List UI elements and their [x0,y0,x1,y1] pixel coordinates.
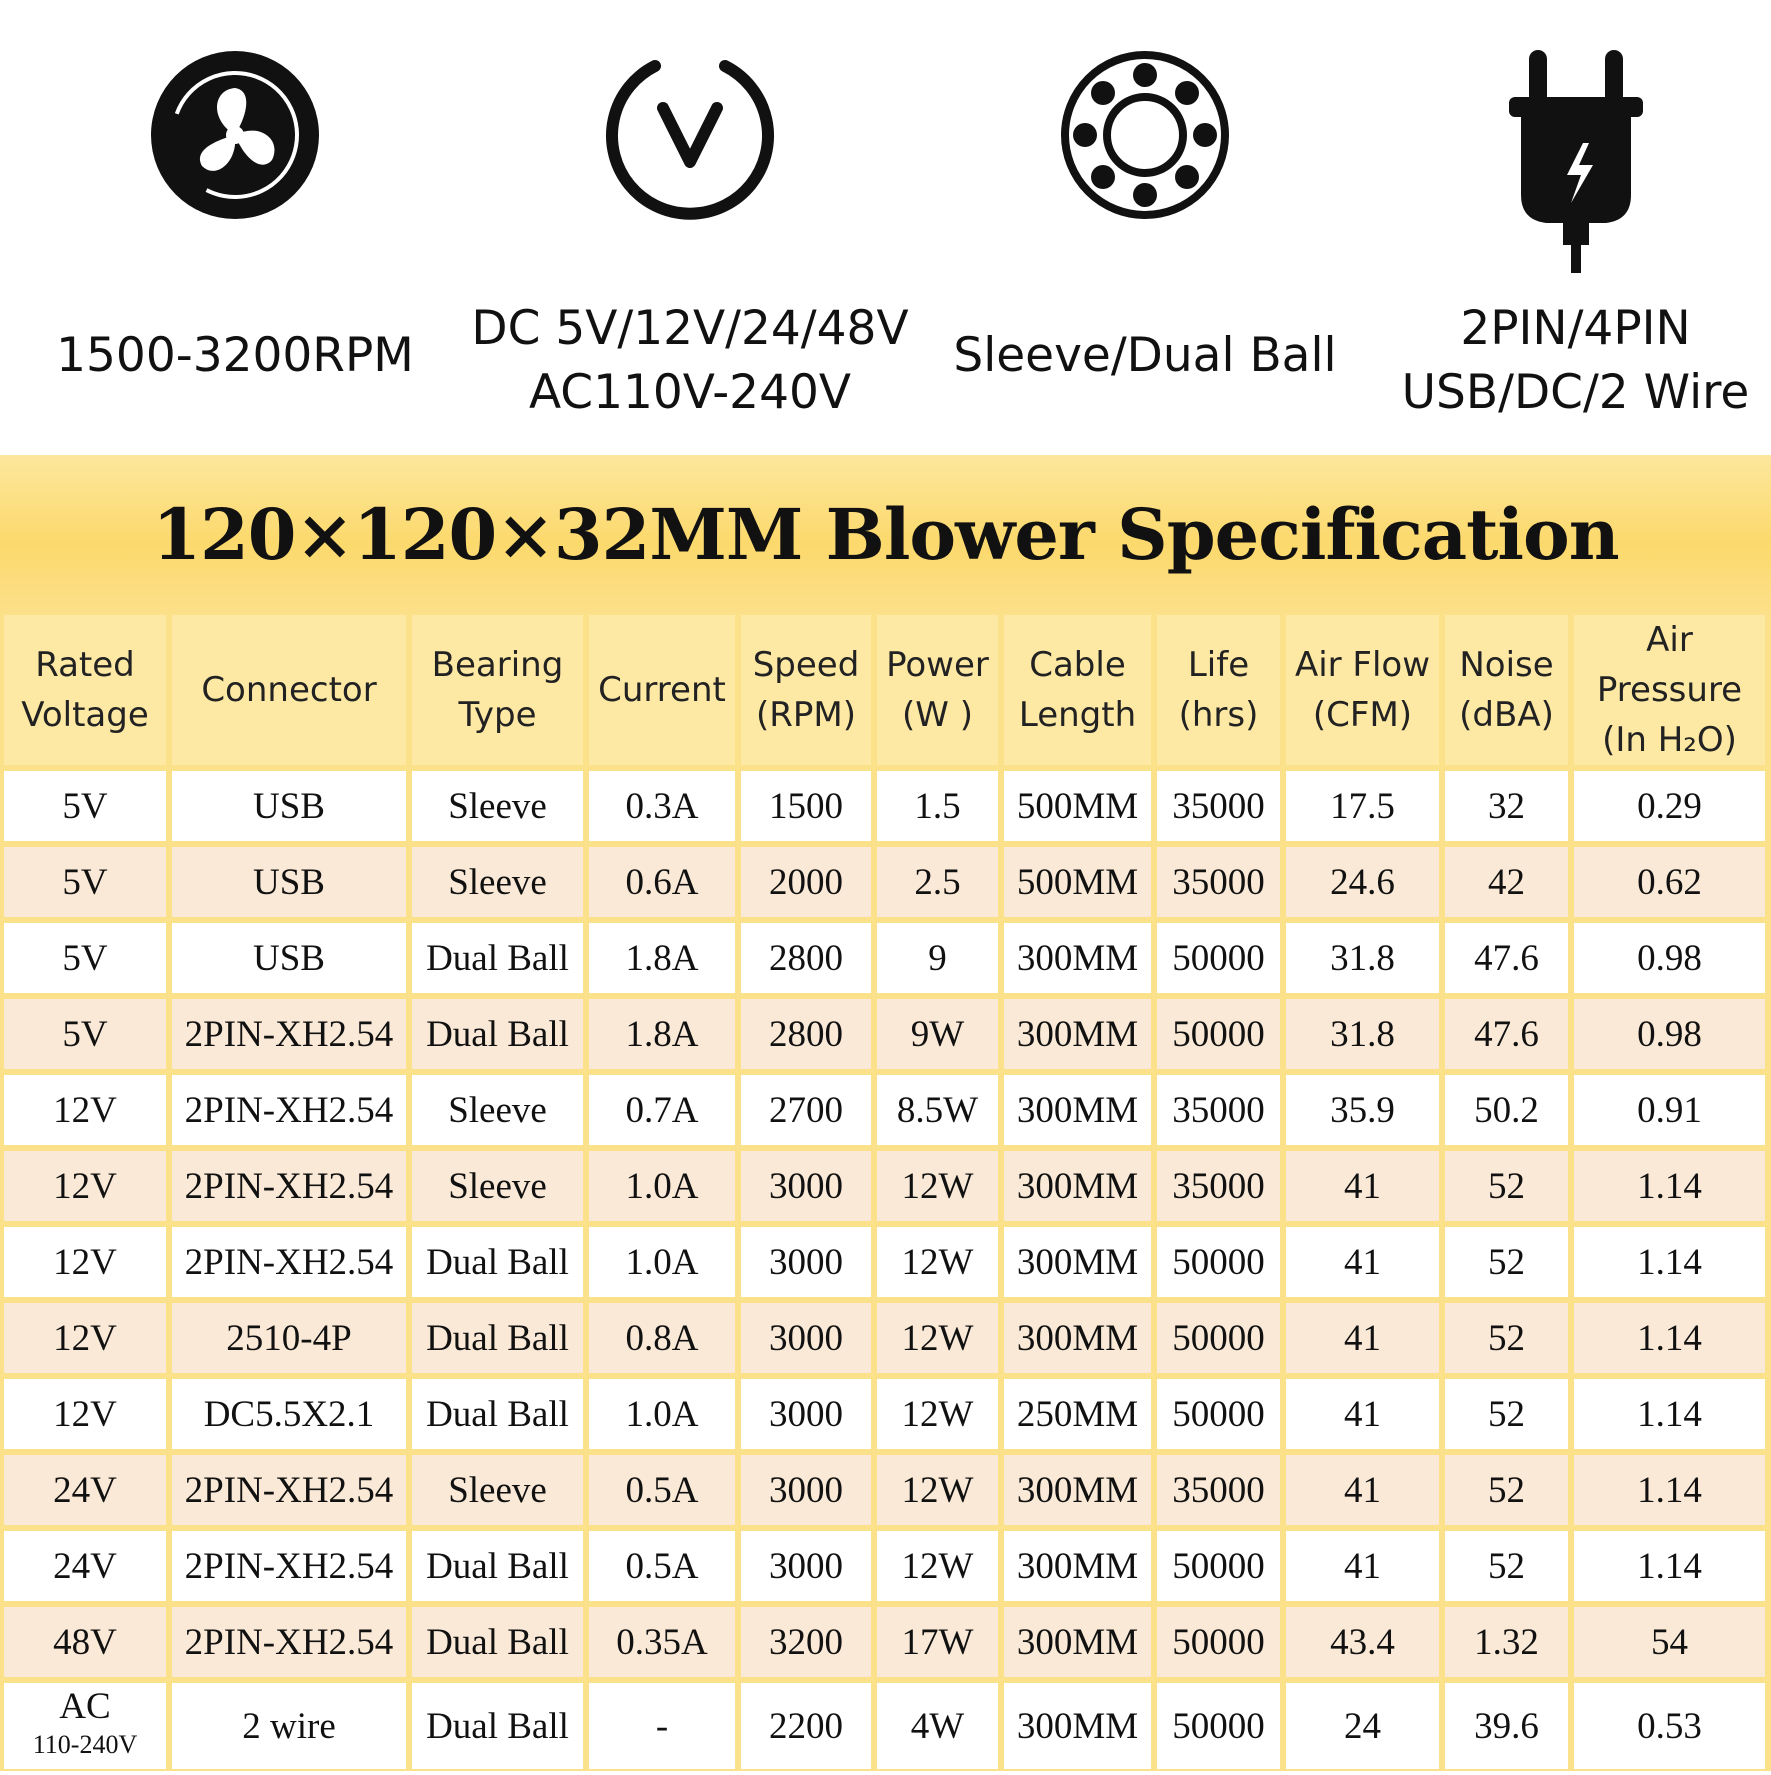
table-cell: USB [172,847,406,917]
table-cell: 31.8 [1286,923,1439,993]
table-row [4,1531,1765,1601]
table-cell: 2000 [741,847,871,917]
column-header [412,615,583,765]
table-cell: Dual Ball [412,1683,583,1769]
table-row [4,1455,1765,1525]
table-cell: 2PIN-XH2.54 [172,1151,406,1221]
bearing-icon [1060,50,1230,220]
table-cell: 2PIN-XH2.54 [172,1227,406,1297]
column-header-line: (In H₂O) [1602,720,1737,760]
table-cell: 41 [1286,1303,1439,1373]
table-row [4,1607,1765,1677]
table-row [4,999,1765,1069]
table-cell: 12V [4,1227,166,1297]
table-cell: 52 [1445,1227,1568,1297]
table-cell: 12W [877,1455,998,1525]
column-header [589,615,735,765]
table-row [4,923,1765,993]
table-cell: - [589,1683,735,1769]
column-header-line: Air Pressure [1596,620,1743,710]
table-cell: 35000 [1157,771,1280,841]
table-cell: 2 wire [172,1683,406,1769]
table-cell: 0.35A [589,1607,735,1677]
table-cell: 300MM [1004,1075,1151,1145]
table-cell: 42 [1445,847,1568,917]
table-cell: 35000 [1157,1455,1280,1525]
table-cell: Dual Ball [412,1531,583,1601]
table-cell: 1.14 [1574,1227,1765,1297]
table-cell: Dual Ball [412,1227,583,1297]
table-cell: 8.5W [877,1075,998,1145]
table-cell: 0.98 [1574,923,1765,993]
table-cell: 12V [4,1151,166,1221]
table-cell: 12V [4,1379,166,1449]
table-cell: 12W [877,1531,998,1601]
table-cell: Dual Ball [412,923,583,993]
column-header-line: Current [598,670,726,710]
table-cell: 52 [1445,1151,1568,1221]
table-cell: 2200 [741,1683,871,1769]
table-cell: 0.8A [589,1303,735,1373]
table-cell: 50000 [1157,923,1280,993]
table-cell: 1.0A [589,1379,735,1449]
table-cell: 12W [877,1151,998,1221]
table-cell: 12W [877,1379,998,1449]
table-cell: 41 [1286,1151,1439,1221]
column-header-line: Length [1018,695,1137,735]
table-cell: 5V [4,847,166,917]
table-cell: 4W [877,1683,998,1769]
feature-connector [1380,0,1771,455]
table-cell: 39.6 [1445,1683,1568,1769]
table-cell: 300MM [1004,1455,1151,1525]
column-header-line: Voltage [21,695,149,735]
table-cell: 300MM [1004,1151,1151,1221]
column-header [1445,615,1568,765]
table-cell: 35000 [1157,1075,1280,1145]
table-cell: 1.14 [1574,1531,1765,1601]
table-cell: USB [172,771,406,841]
table-cell: 31.8 [1286,999,1439,1069]
table-cell: 2PIN-XH2.54 [172,1455,406,1525]
feature-voltage-label-1: DC 5V/12V/24/48V [471,301,909,356]
table-cell: 9 [877,923,998,993]
table-cell: 12V [4,1075,166,1145]
column-header [877,615,998,765]
column-header-line: (CFM) [1312,695,1413,735]
column-header [4,615,166,765]
table-cell: 2.5 [877,847,998,917]
table-cell: 0.91 [1574,1075,1765,1145]
table-cell: 0.3A [589,771,735,841]
spec-card [0,455,1771,1771]
table-cell: 5V [4,999,166,1069]
column-header [1286,615,1439,765]
table-row [4,847,1765,917]
column-header [741,615,871,765]
column-header-line: Life [1187,645,1250,685]
column-header-line: Rated [35,645,135,685]
table-cell: 1.0A [589,1227,735,1297]
voltage-icon [605,50,775,220]
table-cell: 54 [1574,1607,1765,1677]
column-header [172,615,406,765]
feature-bearing [910,0,1380,455]
table-cell: Sleeve [412,1075,583,1145]
table-cell: 1.14 [1574,1379,1765,1449]
column-header-line: Speed [752,645,860,685]
table-cell: 32 [1445,771,1568,841]
table-cell: 0.29 [1574,771,1765,841]
column-header-line: Connector [201,670,377,710]
column-header-line: (dBA) [1459,695,1554,735]
table-cell: 47.6 [1445,999,1568,1069]
table-cell: 300MM [1004,1683,1151,1769]
table-cell: 1500 [741,771,871,841]
table-cell: 2PIN-XH2.54 [172,1531,406,1601]
column-header-line: Type [458,695,537,735]
table-cell: 500MM [1004,847,1151,917]
table-cell: 35000 [1157,847,1280,917]
column-header [1157,615,1280,765]
table-body [4,771,1765,1769]
table-cell: 12W [877,1227,998,1297]
table-row [4,1379,1765,1449]
column-header [1004,615,1151,765]
table-row [4,1683,1765,1769]
table-cell: 3000 [741,1531,871,1601]
table-cell: 3000 [741,1151,871,1221]
table-cell: Dual Ball [412,1303,583,1373]
column-header-line: (RPM) [756,695,856,735]
table-cell: 0.6A [589,847,735,917]
table-cell [4,1683,166,1769]
table-cell: Sleeve [412,771,583,841]
feature-voltage-label-2: AC110V-240V [528,365,852,420]
table-cell: 50000 [1157,1531,1280,1601]
table-cell: 1.14 [1574,1151,1765,1221]
table-cell: USB [172,923,406,993]
table-cell: 50000 [1157,999,1280,1069]
table-cell: 35000 [1157,1151,1280,1221]
table-cell: 0.98 [1574,999,1765,1069]
fan-icon [150,50,320,220]
table-cell: 50000 [1157,1227,1280,1297]
table-cell: Dual Ball [412,1379,583,1449]
table-cell: 1.14 [1574,1303,1765,1373]
plug-icon [1501,45,1651,275]
title-band [0,455,1771,615]
table-cell: 9W [877,999,998,1069]
table-cell: Sleeve [412,1455,583,1525]
table-cell: 50000 [1157,1379,1280,1449]
table-cell: Dual Ball [412,999,583,1069]
table-cell: 24V [4,1455,166,1525]
table-cell: 300MM [1004,923,1151,993]
table-row [4,1303,1765,1373]
table-cell: 1.8A [589,923,735,993]
table-cell: 2PIN-XH2.54 [172,1075,406,1145]
table-cell: 47.6 [1445,923,1568,993]
table-cell: 500MM [1004,771,1151,841]
table-cell: 300MM [1004,1531,1151,1601]
table-cell: 300MM [1004,1607,1151,1677]
table-cell: 1.32 [1445,1607,1568,1677]
table-row [4,1227,1765,1297]
table-cell: 250MM [1004,1379,1151,1449]
table-cell: 17.5 [1286,771,1439,841]
column-header-line: (hrs) [1178,695,1259,735]
table-cell: 41 [1286,1531,1439,1601]
column-header-line: Air Flow [1294,645,1431,685]
table-cell: 50000 [1157,1303,1280,1373]
feature-speed-label-1: 1500-3200RPM [56,328,414,383]
table-cell: 2PIN-XH2.54 [172,1607,406,1677]
table-cell: 41 [1286,1227,1439,1297]
table-cell: 24 [1286,1683,1439,1769]
table-cell: Sleeve [412,847,583,917]
table-cell: 5V [4,771,166,841]
table-cell: 12V [4,1303,166,1373]
feature-connector-label-1: 2PIN/4PIN [1460,301,1691,356]
column-header-line: Noise [1459,645,1554,685]
cell-line: 110-240V [32,1730,138,1759]
table-cell: 2510-4P [172,1303,406,1373]
table-cell: 300MM [1004,1303,1151,1373]
feature-connector-label-2: USB/DC/2 Wire [1401,365,1750,420]
table-cell: 1.0A [589,1151,735,1221]
table-cell: Dual Ball [412,1607,583,1677]
table-row [4,1075,1765,1145]
table-cell: 1.8A [589,999,735,1069]
spec-title: 120×120×32MM Blower Specification [152,493,1619,576]
spec-table [0,609,1771,1775]
column-header [1574,615,1765,765]
column-header-line: Bearing [431,645,564,685]
table-cell: 52 [1445,1455,1568,1525]
table-cell: 52 [1445,1379,1568,1449]
table-cell: 2800 [741,923,871,993]
column-header-line: Cable [1029,645,1126,685]
feature-voltage [470,0,910,455]
table-cell: 2800 [741,999,871,1069]
feature-strip [0,0,1771,455]
table-cell: 43.4 [1286,1607,1439,1677]
table-cell: 0.5A [589,1455,735,1525]
feature-bearing-label-1: Sleeve/Dual Ball [953,328,1337,383]
table-cell: 3000 [741,1379,871,1449]
table-cell: 0.7A [589,1075,735,1145]
cell-line: AC [59,1686,111,1727]
table-cell: 1.5 [877,771,998,841]
table-cell: 0.53 [1574,1683,1765,1769]
table-cell: 300MM [1004,999,1151,1069]
table-row [4,1151,1765,1221]
table-cell: DC5.5X2.1 [172,1379,406,1449]
table-cell: 50.2 [1445,1075,1568,1145]
table-cell: 5V [4,923,166,993]
table-cell: 300MM [1004,1227,1151,1297]
table-cell: 3000 [741,1227,871,1297]
table-cell: 12W [877,1303,998,1373]
feature-speed [0,0,470,455]
table-cell: 1.14 [1574,1455,1765,1525]
column-header-line: Power [886,645,989,685]
table-cell: 52 [1445,1531,1568,1601]
table-cell: 41 [1286,1379,1439,1449]
table-cell: 0.62 [1574,847,1765,917]
table-cell: 50000 [1157,1683,1280,1769]
table-cell: 17W [877,1607,998,1677]
table-cell: 3200 [741,1607,871,1677]
table-cell: 52 [1445,1303,1568,1373]
table-cell: 2700 [741,1075,871,1145]
table-cell: 24.6 [1286,847,1439,917]
table-cell: 0.5A [589,1531,735,1601]
table-cell: 3000 [741,1303,871,1373]
table-cell: 24V [4,1531,166,1601]
table-cell: 48V [4,1607,166,1677]
table-cell: 2PIN-XH2.54 [172,999,406,1069]
table-row [4,771,1765,841]
table-cell: 50000 [1157,1607,1280,1677]
table-cell: 35.9 [1286,1075,1439,1145]
table-cell: 41 [1286,1455,1439,1525]
table-cell: 3000 [741,1455,871,1525]
table-cell: Sleeve [412,1151,583,1221]
column-header-line: (W ) [902,695,973,735]
table-header-row [4,615,1765,765]
